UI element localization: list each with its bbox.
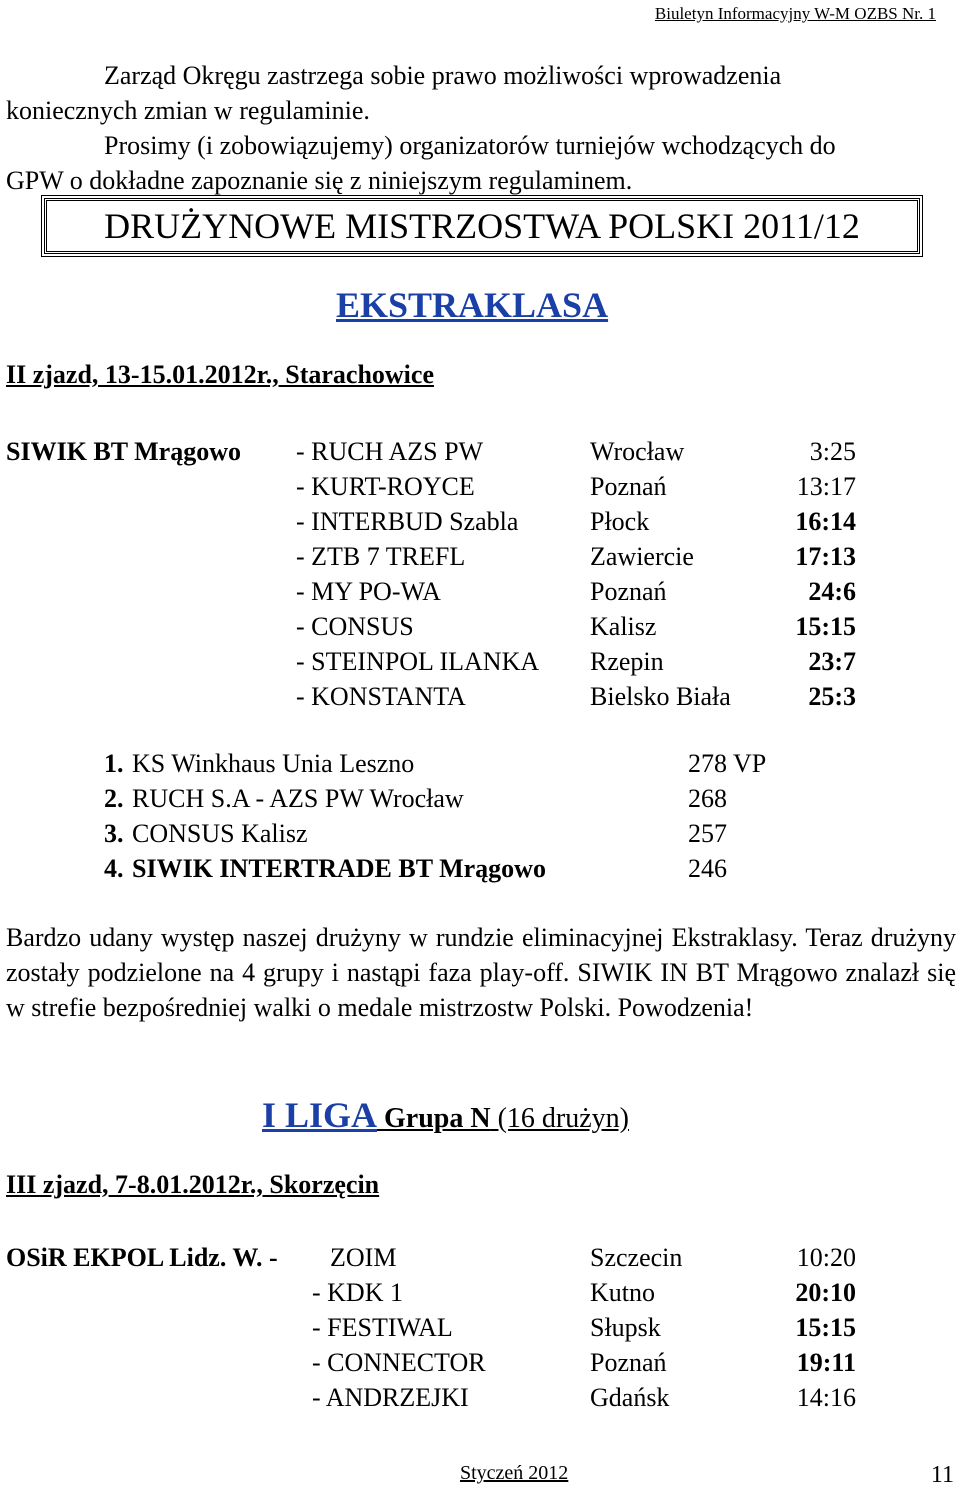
match-score: 17:13 [795,542,856,571]
opponent: - CONSUS [296,612,414,641]
match-score: 25:3 [808,682,856,711]
intro-line-1: Zarząd Okręgu zastrzega sobie prawo możliwości wprowadzenia [104,61,782,90]
opponent: - ANDRZEJKI [312,1383,469,1412]
standing-team: RUCH S.A - AZS PW Wrocław [132,784,464,813]
opponent: ZOIM [330,1243,397,1272]
liga-team-count: (16 drużyn) [490,1103,630,1134]
match-score: 24:6 [808,577,856,606]
championship-title-box: DRUŻYNOWE MISTRZOSTWA POLSKI 2011/12 [44,198,920,254]
opponent: - INTERBUD Szabla [296,507,519,536]
opponent: - STEINPOL ILANKA [296,647,540,676]
opponent-city: Poznań [590,577,667,606]
opponent: - ZTB 7 TREFL [296,542,466,571]
opponent: - KURT-ROYCE [296,472,475,501]
match-score: 16:14 [795,507,856,536]
match-score: 13:17 [796,472,856,501]
opponent-city: Płock [590,507,650,536]
opponent-city: Poznań [590,472,667,501]
opponent: - KONSTANTA [296,682,466,711]
standing-team: SIWIK INTERTRADE BT Mrągowo [132,854,546,883]
liga-group: Grupa N [384,1103,491,1134]
intro-line-3: Prosimy (i zobowiązujemy) organizatorów turniejów wchodzących do [104,131,836,160]
liga-session: III zjazd, 7-8.01.2012r., Skorzęcin [6,1170,380,1199]
opponent-city: Kalisz [590,612,657,641]
ekstraklasa-summary: Bardzo udany występ naszej drużyny w rundzie eliminacyjnej Ekstraklasy. Teraz drużyny zostały podzielone na 4 grupy i nastąpi faza play-off. SIWIK IN BT Mrągowo znalazł się w strefie bezpośredniej walki o medale mistrzostw Polski. Powodzenia! [6,923,956,1022]
intro-line-2: koniecznych zmian w regulaminie. [6,96,370,125]
ekstraklasa-session: II zjazd, 13-15.01.2012r., Starachowice [6,360,434,389]
opponent-city: Bielsko Biała [590,682,731,711]
match-score: 19:11 [796,1348,856,1377]
opponent-city: Kutno [590,1278,655,1307]
opponent-city: Szczecin [590,1243,683,1272]
standing-points: 246 [688,854,727,883]
opponent-city: Zawiercie [590,542,694,571]
opponent-city: Gdańsk [590,1383,670,1412]
opponent: - MY PO-WA [296,577,441,606]
standing-rank: 4. [104,854,124,883]
match-score: 14:16 [796,1383,856,1412]
standing-points: 268 [688,784,727,813]
match-score: 3:25 [809,437,856,466]
standing-rank: 2. [104,784,124,813]
standing-points: 278 VP [688,749,767,778]
opponent: - CONNECTOR [312,1348,486,1377]
match-score: 23:7 [808,647,856,676]
opponent: - KDK 1 [312,1278,403,1307]
opponent-city: Rzepin [590,647,664,676]
standing-rank: 1. [104,749,124,778]
match-score: 15:15 [795,1313,856,1342]
standing-team: KS Winkhaus Unia Leszno [132,749,415,778]
team-name: OSiR EKPOL Lidz. W. - [6,1243,278,1272]
opponent: - RUCH AZS PW [296,437,484,466]
liga-heading-link[interactable]: I LIGA [262,1095,378,1135]
match-score: 20:10 [795,1278,856,1307]
match-score: 10:20 [796,1243,856,1272]
opponent-city: Słupsk [590,1313,661,1342]
opponent: - FESTIWAL [312,1313,453,1342]
opponent-city: Poznań [590,1348,667,1377]
standing-points: 257 [688,819,727,848]
opponent-city: Wrocław [590,437,685,466]
footer-date: Styczeń 2012 [460,1462,569,1484]
team-name: SIWIK BT Mrągowo [6,437,241,466]
match-score: 15:15 [795,612,856,641]
standing-rank: 3. [104,819,124,848]
liga-heading [262,1094,629,1136]
page-number: 11 [930,1462,954,1488]
intro-line-4: GPW o dokładne zapoznanie się z niniejszym regulaminem. [6,166,633,195]
ekstraklasa-heading[interactable]: EKSTRAKLASA [336,285,609,325]
document-header: Biuletyn Informacyjny W-M OZBS Nr. 1 [654,4,936,23]
standing-team: CONSUS Kalisz [132,819,308,848]
